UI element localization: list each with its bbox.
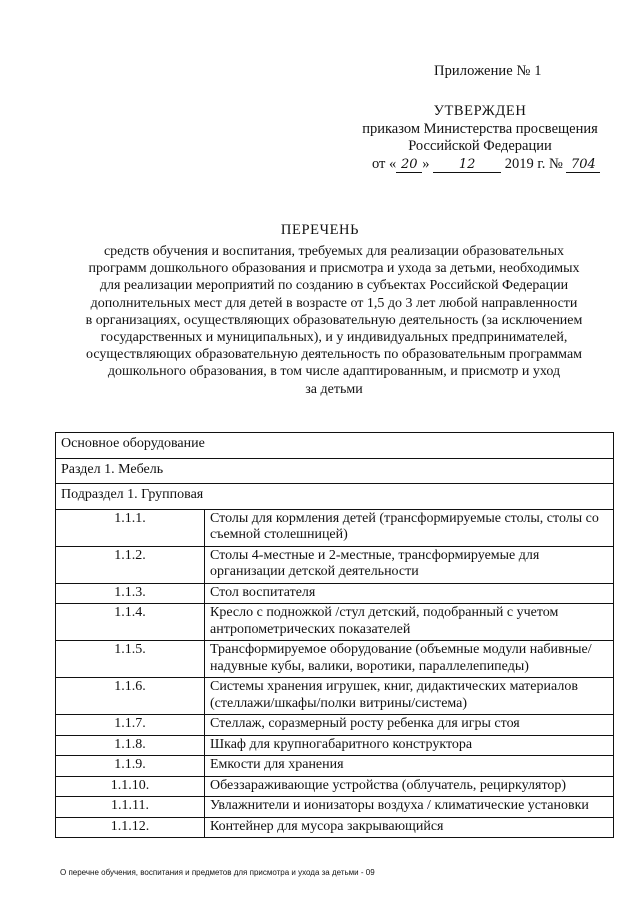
date-mid: » bbox=[422, 156, 430, 172]
table-row bbox=[56, 776, 614, 797]
item-number: 1.1.3. bbox=[56, 583, 205, 604]
item-text: Стол воспитателя bbox=[205, 583, 614, 604]
table-row bbox=[56, 735, 614, 756]
table-row bbox=[56, 817, 614, 838]
document-subtitle bbox=[56, 243, 612, 398]
item-number: 1.1.12. bbox=[56, 817, 205, 838]
subtitle-line: программ дошкольного образования и присмотра и ухода за детьми, необходимых bbox=[88, 261, 580, 277]
item-text: Емкости для хранения bbox=[205, 756, 614, 777]
item-number: 1.1.2. bbox=[56, 546, 205, 583]
date-day-handwritten: 20 bbox=[396, 158, 422, 173]
item-number: 1.1.9. bbox=[56, 756, 205, 777]
item-text: Контейнер для мусора закрывающийся bbox=[205, 817, 614, 838]
item-number: 1.1.8. bbox=[56, 735, 205, 756]
item-number: 1.1.10. bbox=[56, 776, 205, 797]
subsection-1-cell: Подраздел 1. Групповая bbox=[56, 484, 614, 510]
item-text: Столы для кормления детей (трансформируемые столы, столы со съемной столешницей) bbox=[205, 509, 614, 546]
subtitle-line: за детьми bbox=[305, 381, 363, 397]
item-text: Кресло с подножкой /стул детский, подобранный с учетом антропометрических показателей bbox=[205, 604, 614, 641]
date-year: 2019 г. № bbox=[504, 156, 563, 172]
section-1-cell: Раздел 1. Мебель bbox=[56, 458, 614, 484]
item-text: Столы 4-местные и 2-местные, трансформируемые для организации детской деятельности bbox=[205, 546, 614, 583]
item-number: 1.1.11. bbox=[56, 797, 205, 818]
subtitle-line: средств обучения и воспитания, требуемых для реализации образовательных bbox=[103, 244, 565, 259]
item-text: Стеллаж, соразмерный росту ребенка для игры стоя bbox=[205, 715, 614, 736]
item-number: 1.1.7. bbox=[56, 715, 205, 736]
table-section-row bbox=[56, 484, 614, 510]
subtitle-line: осуществляющих образовательную деятельность по образовательным программам bbox=[85, 347, 583, 363]
item-text: Системы хранения игрушек, книг, дидактических материалов (стеллажи/шкафы/полки витрины/система) bbox=[205, 678, 614, 715]
table-row bbox=[56, 715, 614, 736]
table-row bbox=[56, 678, 614, 715]
table-row bbox=[56, 546, 614, 583]
date-prefix: от « bbox=[372, 156, 397, 172]
item-text: Увлажнители и ионизаторы воздуха / климатические установки bbox=[205, 797, 614, 818]
order-number-handwritten: 704 bbox=[566, 158, 600, 173]
item-number: 1.1.5. bbox=[56, 641, 205, 678]
subtitle-line: дополнительных мест для детей в возрасте от 1,5 до 3 лет любой направленности bbox=[90, 295, 578, 311]
item-text: Обеззараживающие устройства (облучатель, рециркулятор) bbox=[205, 776, 614, 797]
table-row bbox=[56, 583, 614, 604]
table-row bbox=[56, 509, 614, 546]
page-footer: О перечне обучения, воспитания и предметов для присмотра и ухода за детьми - 09 bbox=[60, 868, 375, 877]
approved-heading: УТВЕРЖДЕН bbox=[433, 103, 527, 119]
table-row bbox=[56, 797, 614, 818]
table-section-row bbox=[56, 458, 614, 484]
table-row bbox=[56, 604, 614, 641]
subtitle-line: в организациях, осуществляющих образовательную деятельность (за исключением bbox=[85, 312, 583, 328]
section-main-cell: Основное оборудование bbox=[56, 433, 614, 459]
item-number: 1.1.4. bbox=[56, 604, 205, 641]
subtitle-line: дошкольного образования, в том числе адаптированным, и присмотр и уход bbox=[107, 364, 561, 380]
item-number: 1.1.1. bbox=[56, 509, 205, 546]
subtitle-line: государственных и муниципальных), и у индивидуальных предпринимателей, bbox=[100, 330, 568, 346]
table-row bbox=[56, 641, 614, 678]
item-number: 1.1.6. bbox=[56, 678, 205, 715]
table-row bbox=[56, 756, 614, 777]
table-section-row bbox=[56, 433, 614, 459]
order-line-1: приказом Министерства просвещения bbox=[362, 120, 598, 137]
equipment-table bbox=[55, 432, 614, 838]
item-text: Шкаф для крупногабаритного конструктора bbox=[205, 735, 614, 756]
approval-block bbox=[330, 103, 630, 156]
item-text: Трансформируемое оборудование (объемные модули набивные/ надувные кубы, валики, воротики, параллелепипеды) bbox=[205, 641, 614, 678]
order-line-2: Российской Федерации bbox=[408, 138, 552, 154]
document-title: ПЕРЕЧЕНЬ bbox=[280, 222, 360, 238]
date-month-handwritten: 12 bbox=[433, 158, 501, 173]
appendix-label: Приложение № 1 bbox=[434, 63, 542, 79]
subtitle-line: для реализации мероприятий по созданию в субъектах Российской Федерации bbox=[99, 278, 569, 294]
order-date-line bbox=[372, 156, 600, 173]
